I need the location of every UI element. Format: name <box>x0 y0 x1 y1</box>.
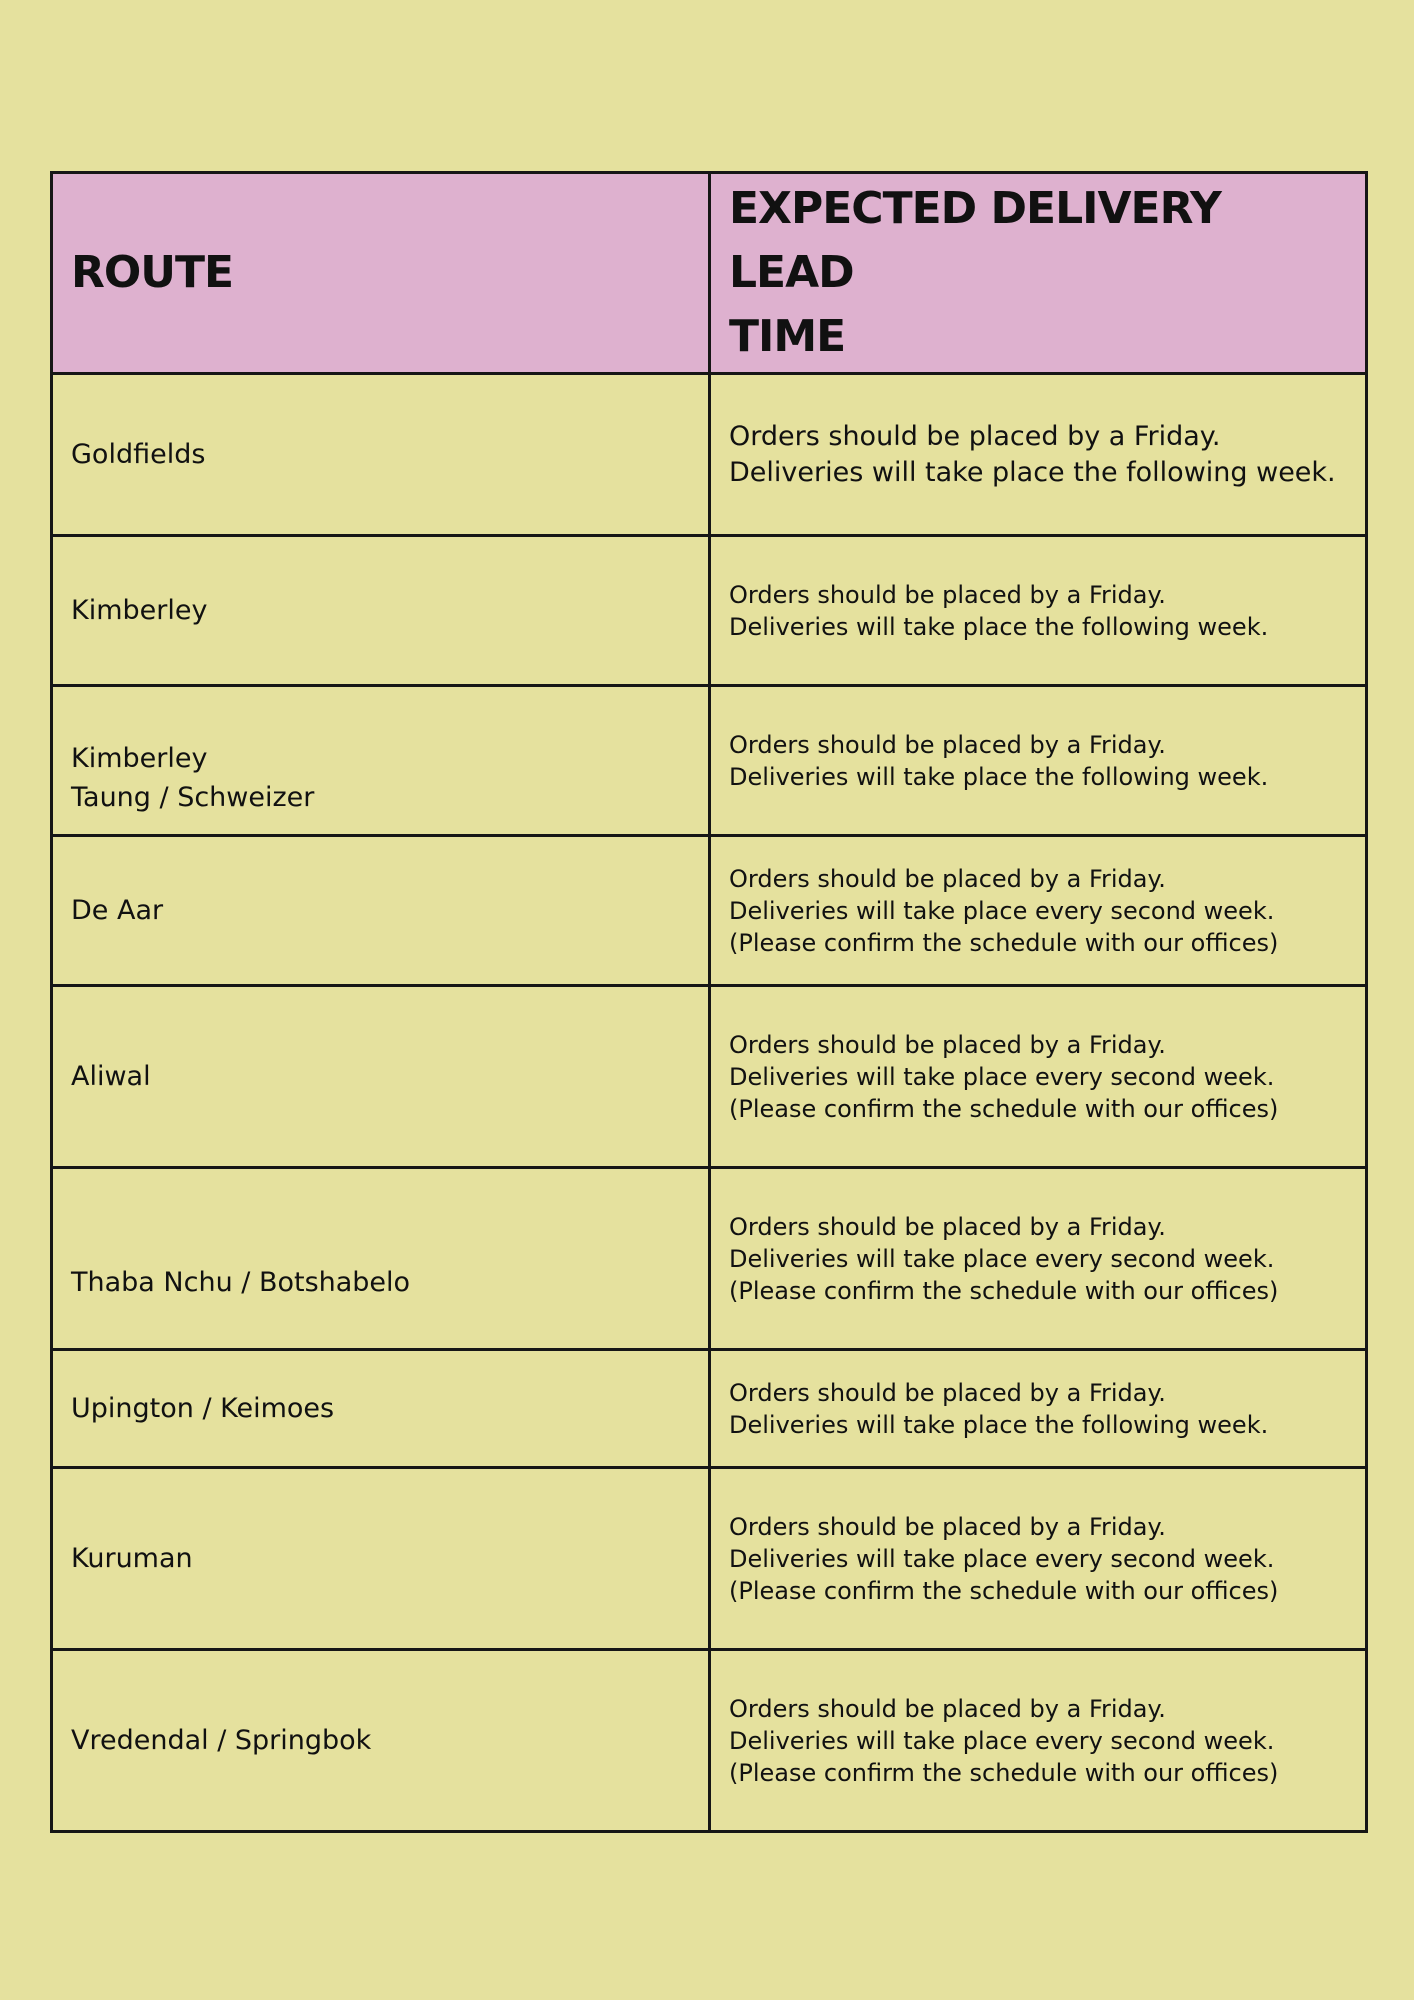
route-cell <box>52 374 710 536</box>
table-row <box>52 1350 1367 1468</box>
lead-time-line: Orders should be placed by a Friday. <box>729 1512 1166 1541</box>
lead-time-line: Orders should be placed by a Friday. <box>729 864 1166 893</box>
lead-time-line: Deliveries will take place every second week. <box>729 1726 1275 1755</box>
lead-time-line: Deliveries will take place every second week. <box>729 896 1275 925</box>
table-row <box>52 374 1367 536</box>
route-name: Upington / Keimoes <box>71 1393 335 1424</box>
lead-time-line: Deliveries will take place every second week. <box>729 1244 1275 1273</box>
route-name: Thaba Nchu / Botshabelo <box>71 1267 411 1298</box>
route-cell <box>52 836 710 986</box>
lead-time-cell <box>710 836 1367 986</box>
table-row <box>52 686 1367 836</box>
table-row <box>52 986 1367 1168</box>
route-cell <box>52 686 710 836</box>
lead-time-cell <box>710 536 1367 686</box>
route-cell <box>52 536 710 686</box>
lead-time-line: Deliveries will take place the following week. <box>729 612 1269 641</box>
table-header-row <box>52 173 1367 374</box>
lead-time-line: (Please confirm the schedule with our offices) <box>729 928 1279 957</box>
lead-time-line: Deliveries will take place every second week. <box>729 1544 1275 1573</box>
lead-time-cell <box>710 1650 1367 1832</box>
route-name: Aliwal <box>71 1061 151 1092</box>
lead-time-line: Deliveries will take place the following week. <box>729 1410 1269 1439</box>
route-cell <box>52 1650 710 1832</box>
route-cell <box>52 1350 710 1468</box>
lead-time-cell <box>710 686 1367 836</box>
lead-time-cell <box>710 986 1367 1168</box>
lead-time-line: Orders should be placed by a Friday. <box>729 1378 1166 1407</box>
route-name: Goldfields <box>71 439 206 470</box>
table-row <box>52 1650 1367 1832</box>
route-name: Kimberley <box>71 595 208 626</box>
lead-time-line: Orders should be placed by a Friday. <box>729 1030 1166 1059</box>
route-name: De Aar <box>71 895 164 926</box>
lead-time-header-line-2: TIME <box>729 311 846 362</box>
route-name: Kuruman <box>71 1543 193 1574</box>
route-cell <box>52 986 710 1168</box>
lead-time-line: (Please confirm the schedule with our offices) <box>729 1576 1279 1605</box>
lead-time-line: (Please confirm the schedule with our offices) <box>729 1094 1279 1123</box>
lead-time-line: (Please confirm the schedule with our offices) <box>729 1758 1279 1787</box>
table-row <box>52 1468 1367 1650</box>
lead-time-line: Orders should be placed by a Friday. <box>729 730 1166 759</box>
lead-time-line: Deliveries will take place the following week. <box>729 762 1269 791</box>
route-cell <box>52 1468 710 1650</box>
table-row <box>52 836 1367 986</box>
lead-time-line: Orders should be placed by a Friday. <box>729 580 1166 609</box>
route-header-label: ROUTE <box>71 247 234 298</box>
lead-time-header-line-1: EXPECTED DELIVERY LEAD <box>729 183 1221 298</box>
delivery-lead-time-table <box>50 171 1368 1833</box>
lead-time-column-header <box>710 173 1367 374</box>
lead-time-cell <box>710 374 1367 536</box>
route-name: Kimberley <box>71 742 208 774</box>
route-column-header <box>52 173 710 374</box>
lead-time-line: (Please confirm the schedule with our offices) <box>729 1276 1279 1305</box>
lead-time-line: Deliveries will take place every second week. <box>729 1062 1275 1091</box>
lead-time-cell <box>710 1468 1367 1650</box>
lead-time-line: Orders should be placed by a Friday. <box>729 1212 1166 1241</box>
lead-time-line: Orders should be placed by a Friday. <box>729 1694 1166 1723</box>
table-row <box>52 1168 1367 1350</box>
lead-time-cell <box>710 1350 1367 1468</box>
route-name: Taung / Schweizer <box>71 781 315 813</box>
lead-time-cell <box>710 1168 1367 1350</box>
table-row <box>52 536 1367 686</box>
route-name: Vredendal / Springbok <box>71 1725 372 1756</box>
lead-time-line: Orders should be placed by a Friday. <box>729 420 1221 452</box>
lead-time-line: Deliveries will take place the following week. <box>729 456 1336 488</box>
route-cell <box>52 1168 710 1350</box>
